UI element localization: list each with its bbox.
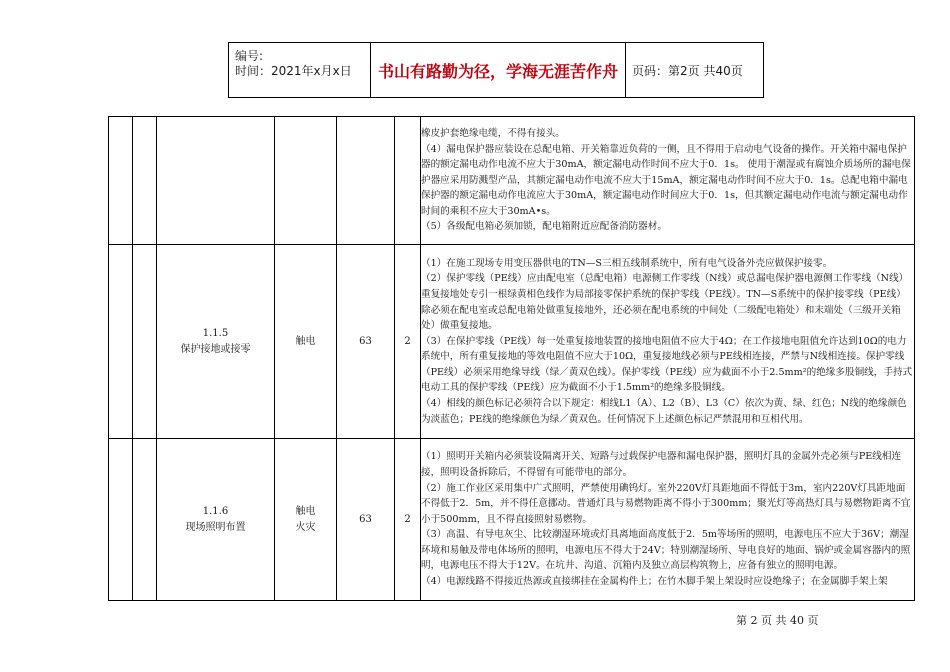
hazard-cell: [275, 117, 337, 245]
measure-paragraph: （5）各级配电箱必须加锁，配电箱附近应配备消防器材。: [421, 221, 667, 233]
measure-paragraph: （4）相线的颜色标记必须符合以下规定：相线L1（A）、L2（B）、L3（C）依次为黄、绿、红色；N线的绝缘颜色为淡蓝色；PE线的绝缘颜色为绿／黄双色。任何情况下上述颜色标记严禁混用和互相代用。: [421, 398, 907, 425]
header-time: 时间：2021年x月x日: [235, 64, 352, 78]
measures-cell: [421, 439, 915, 601]
measure-paragraph: （3）在保护零线（PE线）每一处重复接地装置的接地电阻值不应大于4Ω；在工作接地电阻值允许达到10Ω的电力系统中，所有重复接地的等效电阻值不应大于10Ω，重复接地线必须与PE线相连接，严禁与N线相连接。保护零线（PE线）必须采用绝缘导线（绿／黄双色线）。保护零线（PE线）应为截面不小于2.5mm²的绝缘多股铜线，手持式电动工具的保护零线（PE线）应为截面不小于1.5mm²的绝缘多股铜线。: [421, 335, 913, 394]
safety-measures-table: [108, 116, 915, 601]
level-cell: [395, 117, 421, 245]
measure-paragraph: （4）电源线路不得接近热源或直接绑挂在金属构件上；在竹木脚手架上架设时应设绝缘子；在金属脚手架上架: [421, 576, 888, 588]
blank-cell: [109, 245, 133, 439]
item-cell: [157, 117, 275, 245]
measure-paragraph: （1）在施工现场专用变压器供电的TN—S三相五线制系统中，所有电气设备外壳应做保护接零。: [421, 257, 833, 269]
item-number: 1.1.6: [202, 505, 229, 517]
code-cell: [337, 117, 395, 245]
measure-paragraph: （2）保护零线（PE线）应由配电室（总配电箱）电源侧工作零线（N线）或总漏电保护器电源侧工作零线（N线）重复接地处专引一根绿黄相色线作为局部接零保护系统的保护零线（PE线）。TN—S系统中的保护接零线（PE线）除必须在配电室或总配电箱处做重复接地外，还必须在配电系统的中间处（二级配电箱处）和末端处（三级开关箱处）做重复接地。: [421, 273, 909, 332]
item-name: 现场照明布置: [185, 521, 246, 533]
header-page-info: 页码：第2页 共40页: [632, 63, 743, 78]
measures-cell: [421, 117, 915, 245]
level-cell: 2: [395, 245, 421, 439]
measure-paragraph: 橡皮护套绝缘电缆，不得有接头。: [421, 127, 565, 139]
measure-paragraph: （3）高温、有导电灰尘、比较潮湿环境或灯具离地面高度低于2．5m等场所的照明，电源电压不应大于36V；潮湿环境和易触及带电体场所的照明，电源电压不得大于24V；特别潮湿场所、导电良好的地面、锅炉或金属容器内的照明，电源电压不得大于12V。在坑井、沟道、沉箱内及独立高层构筑物上，应备有独立的照明电源。: [421, 529, 911, 572]
measure-paragraph: （2）施工作业区采用集中广式照明，严禁使用碘钨灯。室外220V灯具距地面不得低于3m，室内220V灯具距地面不得低于2．5m，并不得任意挪动。普通灯具与易燃物距离不得小于300mm；聚光灯等高热灯具与易燃物距离不宜小于500mm，且不得直接照射易燃物。: [421, 482, 911, 525]
code-cell: 63: [337, 439, 395, 601]
blank-cell: [133, 117, 157, 245]
header-number: 编号:: [235, 49, 264, 63]
blank-cell: [109, 439, 133, 601]
table-row: [109, 117, 915, 245]
page-footer: 第 2 页 共 40 页: [736, 614, 819, 627]
measure-paragraph: （1）照明开关箱内必须装设隔离开关、短路与过载保护电器和漏电保护器，照明灯具的金属外壳必须与PE线相连接，照明设备拆除后，不得留有可能带电的部分。: [421, 451, 902, 478]
hazard-cell: 触电 火灾: [275, 439, 337, 601]
header-meta: [229, 43, 371, 97]
measures-cell: [421, 245, 915, 439]
item-cell: [157, 245, 275, 439]
item-name: 保护接地或接零: [180, 343, 251, 355]
page-header: [228, 42, 764, 98]
item-number: 1.1.5: [202, 327, 229, 339]
measure-paragraph: （4）漏电保护器应装设在总配电箱、开关箱靠近负荷的一侧，且不得用于启动电气设备的操作。开关箱中漏电保护器的额定漏电动作电流不应大于30mA，额定漏电动作时间不应大于0．1s。 使用于潮湿或有腐蚀介质场所的漏电保护器应采用防溅型产品，其额定漏电动作电流不应大于15mA，额定漏电动作时间不应大于0．1s。总配电箱中漏电保护器的额定漏电动作电流应大于30mA，额定漏电动作时间应大于0．1s，但其额定漏电动作电流与额定漏电动作时间的乘积不应大于30mA•s。: [421, 143, 911, 217]
item-cell: [157, 439, 275, 601]
blank-cell: [133, 245, 157, 439]
blank-cell: [133, 439, 157, 601]
header-motto: 书山有路勤为径，学海无涯苦作舟: [371, 43, 626, 97]
blank-cell: [109, 117, 133, 245]
table-row: [109, 245, 915, 439]
level-cell: 2: [395, 439, 421, 601]
hazard-cell: 触电: [275, 245, 337, 439]
code-cell: 63: [337, 245, 395, 439]
table-row: [109, 439, 915, 601]
